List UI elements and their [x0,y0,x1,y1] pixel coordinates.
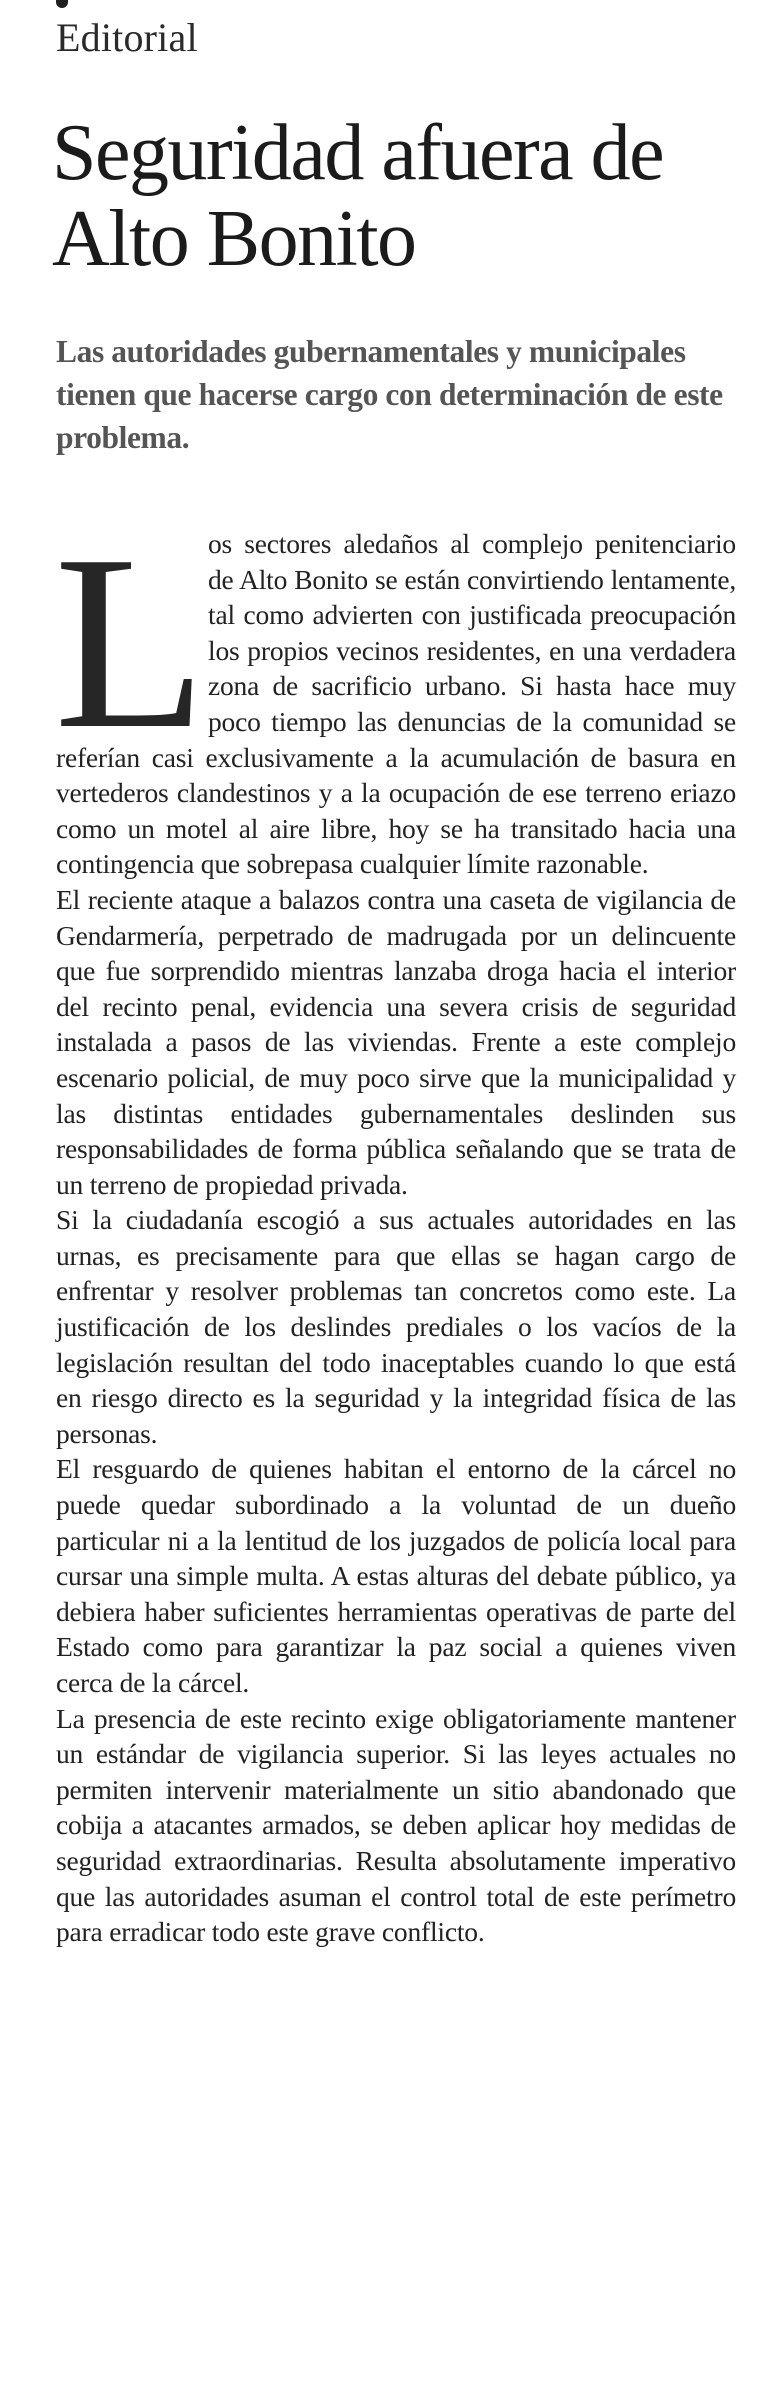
body-paragraph-3: Si la ciudadanía escogió a sus actuales autoridades en las urnas, es precisamente para que ellas se hagan cargo de enfrentar y resolver problemas tan concretos como este. La justificación de los deslindes prediales o los vacíos de la legislación resultan del todo inaceptables cuando lo que está en riesgo directo es la seguridad y la integridad física de las personas. [56,1204,736,1449]
body-paragraph-4: El resguardo de quienes habitan el entorno de la cárcel no puede quedar subordinado a la voluntad de un dueño particular ni a la lentitud de los juzgados de policía local para cursar una simple multa. A estas alturas del debate público, ya debiera haber suficientes herramientas operativas de parte del Estado como para garantizar la paz social a quienes viven cerca de la cárcel. [56,1453,736,1698]
article-deck: Las autoridades gubernamentales y municipales tienen que hacerse cargo con determinación de este problema. [56,334,723,455]
section-marker [56,0,68,8]
section-label: Editorial [56,15,198,60]
body-paragraph-1 [56,526,736,882]
article-headline: Seguridad afuera de Alto Bonito [52,109,664,283]
drop-cap-space [56,526,208,738]
body-paragraph-5: La presencia de este recinto exige obligatoriamente mantener un estándar de vigilancia superior. Si las leyes actuales no permiten intervenir materialmente un sitio abandonado que cobija a atacantes armados, se deben aplicar hoy medidas de seguridad extraordinarias. Resulta absolutamente imperativo que las autoridades asuman el control total de este perímetro para erradicar todo este grave conflicto. [56,1702,736,1948]
article-body [56,526,736,1950]
drop-cap: L [54,504,207,781]
body-paragraph-2: El reciente ataque a balazos contra una caseta de vigilancia de Gendarmería, perpetrado de madrugada por un delincuente que fue sorprendido mientras lanzaba droga hacia el interior del recinto penal, evidencia una severa crisis de seguridad instalada a pasos de las viviendas. Frente a este complejo escenario policial, de muy poco sirve que la municipalidad y las distintas entidades gubernamentales deslinden sus responsabilidades de forma pública señalando que se trata de un terreno de propiedad privada. [56,883,736,1200]
body-paragraph-1-text: os sectores aledaños al complejo penitenciario de Alto Bonito se están convirtiendo lentamente, tal como advierten con justificada preocupación los propios vecinos residentes, en una verdadera zona de sacrificio urbano. Si hasta hace muy poco tiempo las denuncias de la comunidad se referían casi exclusivamente a la acumulación de basura en vertederos clandestinos y a la ocupación de ese terreno eriazo como un motel al aire libre, hoy se ha transitado hacia una contingencia que sobrepasa cualquier límite razonable. [56,528,736,880]
